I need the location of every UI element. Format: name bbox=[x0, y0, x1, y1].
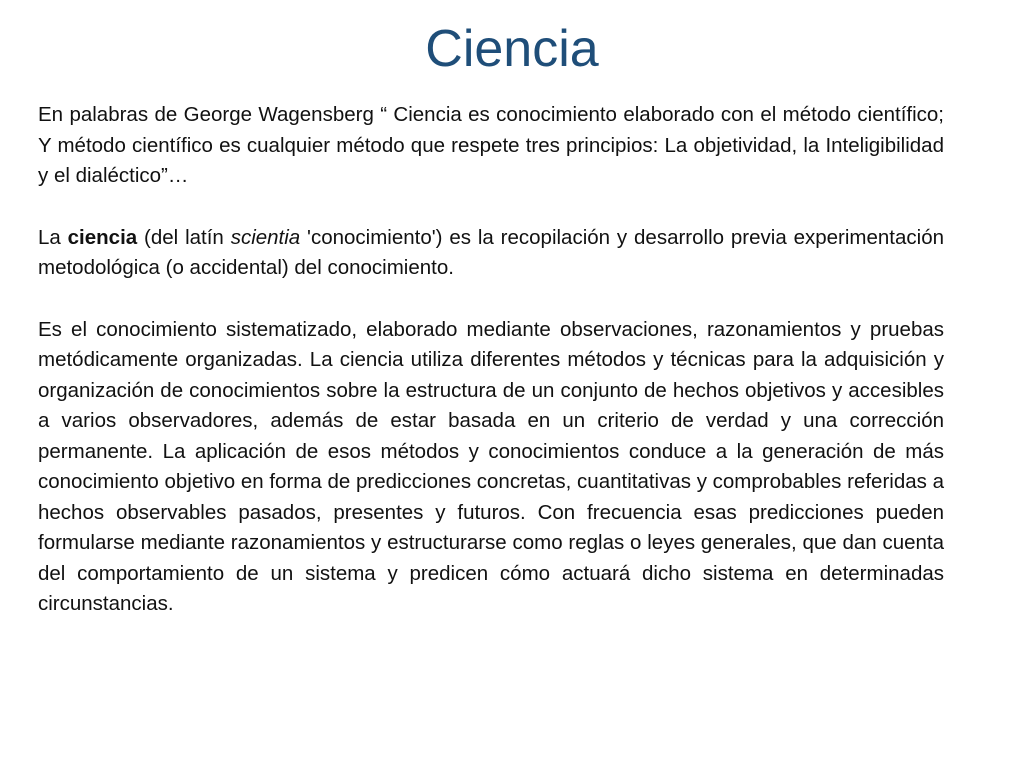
slide-body bbox=[38, 100, 944, 620]
quote-paragraph: En palabras de George Wagensberg “ Ciencia es conocimiento elaborado con el método científico; Y método científico es cualquier método que respete tres principios: La objetividad, la Inteligibilidad y el dialéctico”… bbox=[38, 103, 944, 187]
definition-paragraph bbox=[38, 223, 944, 284]
definition-latin-term: scientia bbox=[230, 225, 301, 249]
definition-term: ciencia bbox=[67, 225, 138, 249]
definition-lead: La bbox=[38, 225, 68, 249]
slide-title: Ciencia bbox=[425, 20, 599, 78]
explanation-paragraph: Es el conocimiento sistematizado, elaborado mediante observaciones, razonamientos y pruebas metódicamente organizadas. La ciencia utiliza diferentes métodos y técnicas para la adquisición y organización de conocimientos sobre la estructura de un conjunto de hechos objetivos y accesibles a varios observadores, además de estar basada en un criterio de verdad y una corrección permanente. La aplicación de esos métodos y conocimientos conduce a la generación de más conocimiento objetivo en forma de predicciones concretas, cuantitativas y comprobables referidas a hechos observables pasados, presentes y futuros. Con frecuencia esas predicciones pueden formularse mediante razonamientos y estructurarse como reglas o leyes generales, que dan cuenta del comportamiento de un sistema y predicen cómo actuará dicho sistema en determinadas circunstancias. bbox=[38, 317, 944, 615]
definition-mid: (del latín bbox=[137, 225, 231, 249]
definition-rest: 'conocimiento') es la recopilación y desarrollo previa experimentación metodológica (o accidental) del conocimiento. bbox=[38, 225, 944, 279]
